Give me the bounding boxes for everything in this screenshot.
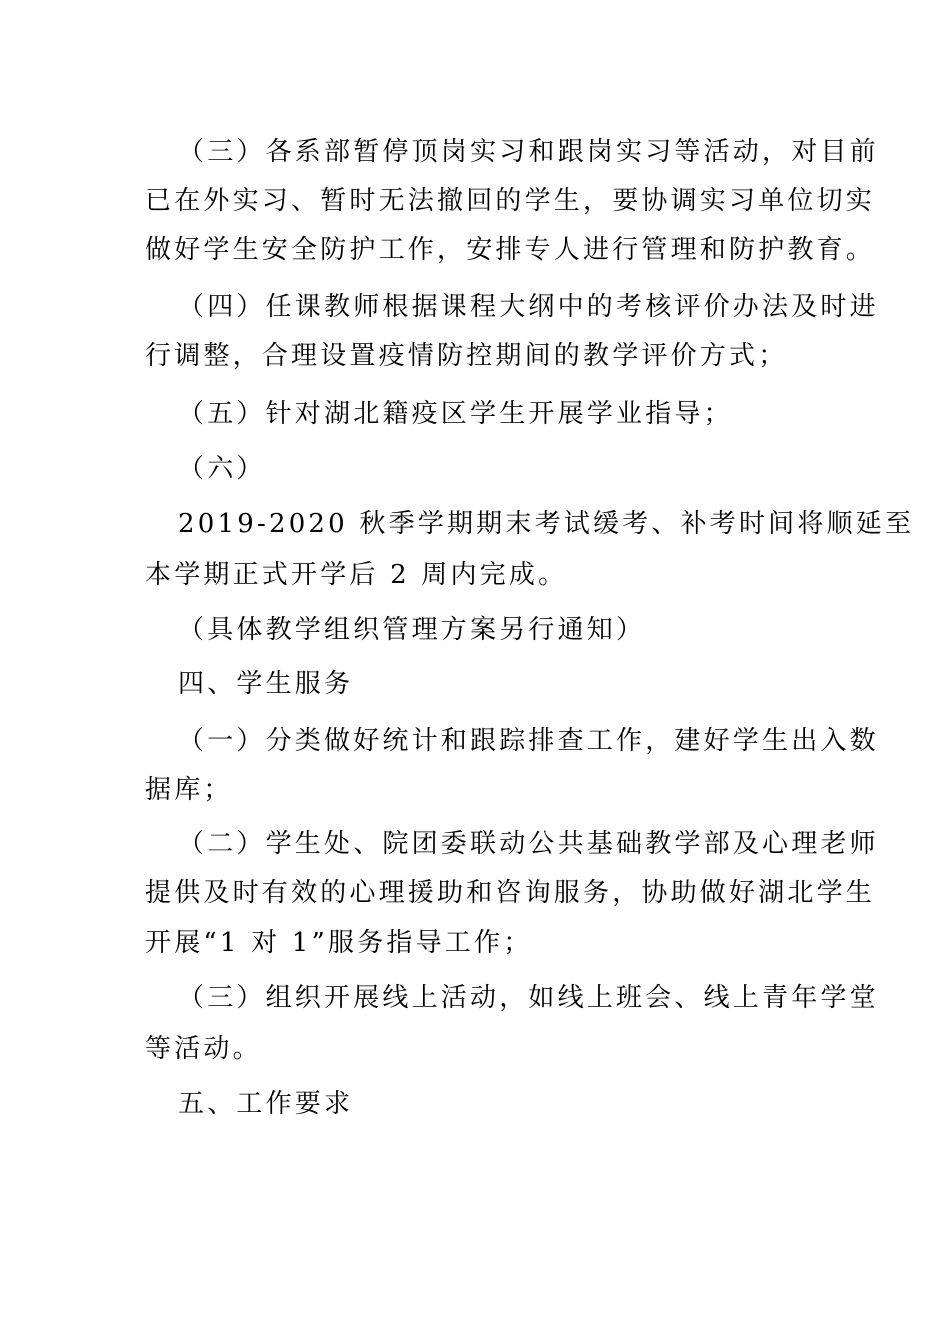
section-4-item-2-line-3: 开展“1 对 1”服务指导工作； — [145, 928, 533, 958]
section-4-item-3-line-1: （三）组织开展线上活动，如线上班会、线上青年学堂 — [178, 983, 879, 1013]
paragraph-3-line-2: 已在外实习、暂时无法撤回的学生，要协调实习单位切实 — [145, 186, 876, 216]
section-4-item-2-line-1: （二）学生处、院团委联动公共基础教学部及心理老师 — [178, 829, 879, 859]
section-4-heading: 四、学生服务 — [178, 669, 354, 699]
exam-note-line-1: 2019-2020 秋季学期期末考试缓考、补考时间将顺延至 — [178, 509, 915, 539]
plan-note: （具体教学组织管理方案另行通知） — [178, 615, 646, 645]
section-4-item-1-line-1: （一）分类做好统计和跟踪排查工作，建好学生出入数 — [178, 726, 879, 756]
paragraph-5-line-1: （五）针对湖北籍疫区学生开展学业指导； — [178, 399, 733, 429]
paragraph-6-line-1: （六） — [178, 454, 266, 484]
exam-note-line-2: 本学期正式开学后 2 周内完成。 — [145, 560, 568, 590]
paragraph-4-line-2: 行调整，合理设置疫情防控期间的教学评价方式； — [145, 341, 788, 371]
section-4-item-1-line-2: 据库； — [145, 775, 233, 805]
paragraph-3-line-3: 做好学生安全防护工作，安排专人进行管理和防护教育。 — [145, 235, 876, 265]
paragraph-4-line-1: （四）任课教师根据课程大纲中的考核评价办法及时进 — [178, 292, 879, 322]
section-4-item-2-line-2: 提供及时有效的心理援助和咨询服务，协助做好湖北学生 — [145, 878, 876, 908]
paragraph-3-line-1: （三）各系部暂停顶岗实习和跟岗实习等活动，对目前 — [178, 137, 879, 167]
section-4-item-3-line-2: 等活动。 — [145, 1034, 262, 1064]
section-5-heading: 五、工作要求 — [178, 1089, 354, 1119]
